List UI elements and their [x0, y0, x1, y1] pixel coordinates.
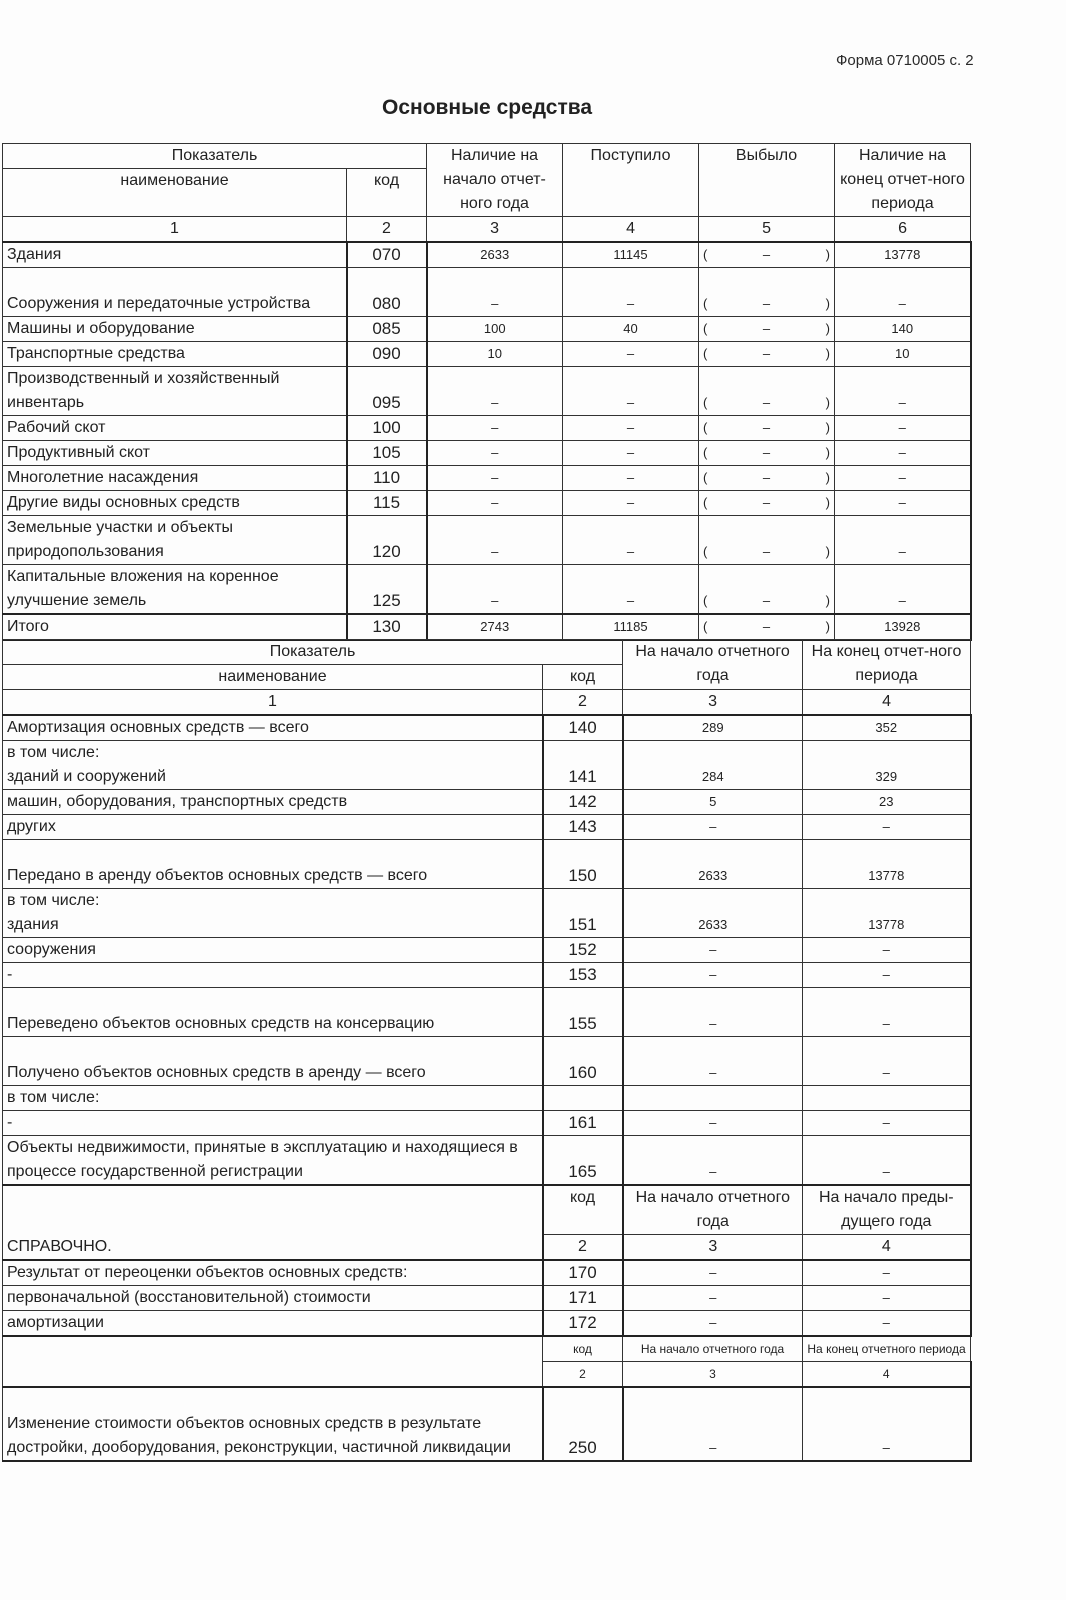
row-end: 13778 — [803, 840, 971, 889]
row-name: - — [3, 963, 543, 988]
paren-close: ) — [825, 346, 830, 361]
row-code: 095 — [347, 367, 427, 416]
row-name: Многолетние насаждения — [3, 466, 347, 491]
row-name: - — [3, 1111, 543, 1136]
row-end: – — [835, 466, 971, 491]
reference-row — [3, 1311, 971, 1337]
row-name: Получено объектов основных средств в аренду — всего — [3, 1037, 543, 1086]
row-code: 150 — [543, 840, 623, 889]
table-row — [3, 268, 971, 317]
reference-start-header: На начало отчетного года — [623, 1185, 803, 1235]
row-disposed — [699, 367, 835, 416]
paren-open: ( — [703, 593, 708, 608]
row-disposed — [699, 317, 835, 342]
row-start: – — [427, 466, 563, 491]
row-end: – — [835, 441, 971, 466]
disposed-value: – — [762, 544, 771, 559]
row-code: 105 — [347, 441, 427, 466]
row-name: Результат от переоценки объектов основных средств: — [3, 1260, 543, 1286]
row-code: 070 — [347, 242, 427, 268]
header-name: наименование — [3, 665, 543, 690]
header-indicator: Показатель — [3, 640, 623, 665]
table-row — [3, 1111, 971, 1136]
paren-close: ) — [825, 495, 830, 510]
col-number: 6 — [835, 217, 971, 243]
row-name: Другие виды основных средств — [3, 491, 347, 516]
row-received: 40 — [563, 317, 699, 342]
row-start: – — [623, 1311, 803, 1337]
paren-open: ( — [703, 420, 708, 435]
change-name: Изменение стоимости объектов основных средств в результате достройки, дооборудования, реконструкции, частичной ликвидации — [3, 1387, 543, 1461]
row-code: 161 — [543, 1111, 623, 1136]
row-name: Рабочий скот — [3, 416, 347, 441]
row-code: 165 — [543, 1136, 623, 1186]
row-start: – — [427, 441, 563, 466]
row-prev: – — [803, 1311, 971, 1337]
row-end: – — [803, 988, 971, 1037]
row-code: 140 — [543, 715, 623, 741]
header-end: Наличие на конец отчет-ного периода — [835, 144, 971, 217]
row-code: 143 — [543, 815, 623, 840]
col-number: 4 — [563, 217, 699, 243]
row-code: 100 — [347, 416, 427, 441]
disposed-value: – — [762, 395, 771, 410]
row-start: – — [623, 1111, 803, 1136]
table-row — [3, 1136, 971, 1186]
table-row — [3, 715, 971, 741]
table-row — [3, 441, 971, 466]
row-end: 23 — [803, 790, 971, 815]
row-disposed — [699, 441, 835, 466]
row-received: – — [563, 342, 699, 367]
row-disposed — [699, 466, 835, 491]
row-code: 110 — [347, 466, 427, 491]
disposed-value: – — [762, 495, 771, 510]
disposed-value: – — [762, 346, 771, 361]
reference-label: СПРАВОЧНО. — [3, 1185, 543, 1260]
col-number: 2 — [543, 1235, 623, 1261]
row-name: других — [3, 815, 543, 840]
change-start-header: На начало отчетного года — [623, 1336, 803, 1362]
paren-close: ) — [825, 470, 830, 485]
row-end: 10 — [835, 342, 971, 367]
row-start: 2633 — [623, 889, 803, 938]
disposed-value: – — [762, 321, 771, 336]
row-start: – — [623, 988, 803, 1037]
row-code: 120 — [347, 516, 427, 565]
row-start: – — [623, 938, 803, 963]
row-received: – — [563, 441, 699, 466]
table-row — [3, 367, 971, 416]
col-number: 4 — [803, 1362, 971, 1388]
table-row — [3, 963, 971, 988]
row-code: 151 — [543, 889, 623, 938]
row-end: 13928 — [835, 614, 971, 640]
paren-open: ( — [703, 544, 708, 559]
reference-row — [3, 1260, 971, 1286]
row-name: машин, оборудования, транспортных средств — [3, 790, 543, 815]
row-code: 085 — [347, 317, 427, 342]
row-disposed — [699, 242, 835, 268]
row-disposed — [699, 565, 835, 615]
header-end: На конец отчет-ного периода — [803, 640, 971, 690]
table-row — [3, 491, 971, 516]
row-start: 5 — [623, 790, 803, 815]
row-code: 080 — [347, 268, 427, 317]
row-end: 329 — [803, 741, 971, 790]
row-start: – — [427, 416, 563, 441]
table-row — [3, 840, 971, 889]
row-disposed — [699, 268, 835, 317]
col-number: 2 — [543, 690, 623, 716]
row-disposed — [699, 416, 835, 441]
col-number: 3 — [623, 1235, 803, 1261]
row-received: – — [563, 367, 699, 416]
header-disposed: Выбыло — [699, 144, 835, 217]
row-code: 152 — [543, 938, 623, 963]
row-prev: – — [803, 1286, 971, 1311]
row-name: Транспортные средства — [3, 342, 347, 367]
paren-close: ) — [825, 445, 830, 460]
row-disposed — [699, 516, 835, 565]
row-disposed — [699, 491, 835, 516]
change-code: 250 — [543, 1387, 623, 1461]
table-row — [3, 416, 971, 441]
row-code: 141 — [543, 741, 623, 790]
paren-open: ( — [703, 321, 708, 336]
row-start: – — [427, 268, 563, 317]
table-row — [3, 516, 971, 565]
row-name: амортизации — [3, 1311, 543, 1337]
row-end: – — [803, 963, 971, 988]
table-row — [3, 614, 971, 640]
row-prev: – — [803, 1260, 971, 1286]
row-start: 10 — [427, 342, 563, 367]
row-start: – — [623, 815, 803, 840]
row-start: 2633 — [623, 840, 803, 889]
disposed-value: – — [762, 619, 771, 634]
paren-open: ( — [703, 445, 708, 460]
col-number: 2 — [347, 217, 427, 243]
table-row — [3, 790, 971, 815]
row-name: Производственный и хозяйственный инвентарь — [3, 367, 347, 416]
col-number: 3 — [427, 217, 563, 243]
row-start: 2743 — [427, 614, 563, 640]
disposed-value: – — [762, 247, 771, 262]
table-row — [3, 466, 971, 491]
row-code: 170 — [543, 1260, 623, 1286]
row-received: – — [563, 516, 699, 565]
row-end: – — [835, 268, 971, 317]
row-received: – — [563, 268, 699, 317]
row-name: Здания — [3, 242, 347, 268]
row-start: – — [623, 1136, 803, 1186]
row-code: 115 — [347, 491, 427, 516]
row-code — [543, 1086, 623, 1111]
table-row — [3, 242, 971, 268]
row-name: Сооружения и передаточные устройства — [3, 268, 347, 317]
table-row — [3, 815, 971, 840]
row-end: – — [835, 516, 971, 565]
table-row — [3, 741, 971, 790]
paren-open: ( — [703, 395, 708, 410]
row-disposed — [699, 614, 835, 640]
row-start: – — [427, 491, 563, 516]
header-start: Наличие на начало отчет-ного года — [427, 144, 563, 217]
header-start: На начало отчетного года — [623, 640, 803, 690]
row-end: – — [835, 367, 971, 416]
table-row — [3, 565, 971, 615]
row-received: – — [563, 466, 699, 491]
col-number: 3 — [623, 1362, 803, 1388]
paren-open: ( — [703, 619, 708, 634]
disposed-value: – — [762, 296, 771, 311]
row-received: – — [563, 565, 699, 615]
disposed-value: – — [762, 470, 771, 485]
paren-close: ) — [825, 296, 830, 311]
paren-close: ) — [825, 395, 830, 410]
row-disposed — [699, 342, 835, 367]
row-sub-name: здания — [7, 916, 59, 933]
row-end: – — [835, 491, 971, 516]
row-start: 289 — [623, 715, 803, 741]
row-received: 11185 — [563, 614, 699, 640]
row-end: – — [835, 565, 971, 615]
col-number: 2 — [543, 1362, 623, 1388]
row-code: 142 — [543, 790, 623, 815]
row-code: 153 — [543, 963, 623, 988]
row-start: – — [427, 565, 563, 615]
row-end: – — [803, 1037, 971, 1086]
row-received: – — [563, 491, 699, 516]
header-name: наименование — [3, 169, 347, 217]
row-name: Передано в аренду объектов основных средств — всего — [3, 840, 543, 889]
disposed-value: – — [762, 445, 771, 460]
row-code: 171 — [543, 1286, 623, 1311]
row-code: 125 — [347, 565, 427, 615]
table-row — [3, 1037, 971, 1086]
row-start: – — [427, 516, 563, 565]
row-received: 11145 — [563, 242, 699, 268]
paren-close: ) — [825, 247, 830, 262]
row-start: 284 — [623, 741, 803, 790]
row-name: Земельные участки и объекты природопользования — [3, 516, 347, 565]
row-name: Переведено объектов основных средств на консервацию — [3, 988, 543, 1037]
header-code: код — [543, 665, 623, 690]
col-number: 5 — [699, 217, 835, 243]
change-start: – — [623, 1387, 803, 1461]
page-title: Основные средства — [382, 96, 593, 119]
paren-close: ) — [825, 321, 830, 336]
row-start: – — [623, 963, 803, 988]
change-code-header: код — [543, 1336, 623, 1362]
row-code: 160 — [543, 1037, 623, 1086]
header-received: Поступило — [563, 144, 699, 217]
paren-close: ) — [825, 619, 830, 634]
row-name: Машины и оборудование — [3, 317, 347, 342]
paren-close: ) — [825, 593, 830, 608]
row-group-label: в том числе: — [7, 744, 100, 761]
row-end: – — [803, 938, 971, 963]
col-number: 4 — [803, 690, 971, 716]
change-end: – — [803, 1387, 971, 1461]
row-name: в том числе: — [3, 1086, 543, 1111]
col-number: 1 — [3, 217, 347, 243]
table-row — [3, 342, 971, 367]
row-end: – — [803, 1136, 971, 1186]
table-row — [3, 317, 971, 342]
disposed-value: – — [762, 593, 771, 608]
header-code: код — [347, 169, 427, 217]
row-group-label: в том числе: — [7, 892, 100, 909]
row-name: первоначальной (восстановительной) стоимости — [3, 1286, 543, 1311]
row-code: 130 — [347, 614, 427, 640]
fixed-assets-table — [2, 143, 972, 641]
disposed-value: – — [762, 420, 771, 435]
paren-open: ( — [703, 495, 708, 510]
row-name: Продуктивный скот — [3, 441, 347, 466]
row-start — [623, 1086, 803, 1111]
row-end: 140 — [835, 317, 971, 342]
col-number: 4 — [803, 1235, 971, 1261]
reference-code-header: код — [543, 1185, 623, 1235]
row-code: 155 — [543, 988, 623, 1037]
row-name: Амортизация основных средств — всего — [3, 715, 543, 741]
depreciation-table — [2, 639, 972, 1462]
change-end-header: На конец отчетного периода — [803, 1336, 971, 1362]
col-number: 3 — [623, 690, 803, 716]
table-row — [3, 889, 971, 938]
col-number: 1 — [3, 690, 543, 716]
paren-open: ( — [703, 346, 708, 361]
table-row — [3, 938, 971, 963]
row-name: Объекты недвижимости, принятые в эксплуатацию и находящиеся в процессе государственной регистрации — [3, 1136, 543, 1186]
row-end: – — [803, 815, 971, 840]
header-indicator: Показатель — [3, 144, 427, 169]
row-code: 172 — [543, 1311, 623, 1337]
row-end: 13778 — [803, 889, 971, 938]
row-start: – — [427, 367, 563, 416]
row-end: 352 — [803, 715, 971, 741]
row-start: 2633 — [427, 242, 563, 268]
row-start: – — [623, 1286, 803, 1311]
row-received: – — [563, 416, 699, 441]
reference-prev-header: На начало преды-дущего года — [803, 1185, 971, 1235]
row-end: 13778 — [835, 242, 971, 268]
row-name: Итого — [3, 614, 347, 640]
row-name — [3, 741, 543, 790]
reference-row — [3, 1286, 971, 1311]
paren-open: ( — [703, 247, 708, 262]
paren-close: ) — [825, 544, 830, 559]
paren-open: ( — [703, 470, 708, 485]
table-row — [3, 1086, 971, 1111]
paren-close: ) — [825, 420, 830, 435]
row-name: сооружения — [3, 938, 543, 963]
table-row — [3, 988, 971, 1037]
row-end: – — [803, 1111, 971, 1136]
row-code: 090 — [347, 342, 427, 367]
form-code: Форма 0710005 с. 2 — [836, 52, 974, 69]
row-start: 100 — [427, 317, 563, 342]
row-end — [803, 1086, 971, 1111]
paren-open: ( — [703, 296, 708, 311]
row-start: – — [623, 1037, 803, 1086]
row-name: Капитальные вложения на коренное улучшение земель — [3, 565, 347, 615]
row-start: – — [623, 1260, 803, 1286]
row-end: – — [835, 416, 971, 441]
row-sub-name: зданий и сооружений — [7, 768, 166, 785]
row-name — [3, 889, 543, 938]
